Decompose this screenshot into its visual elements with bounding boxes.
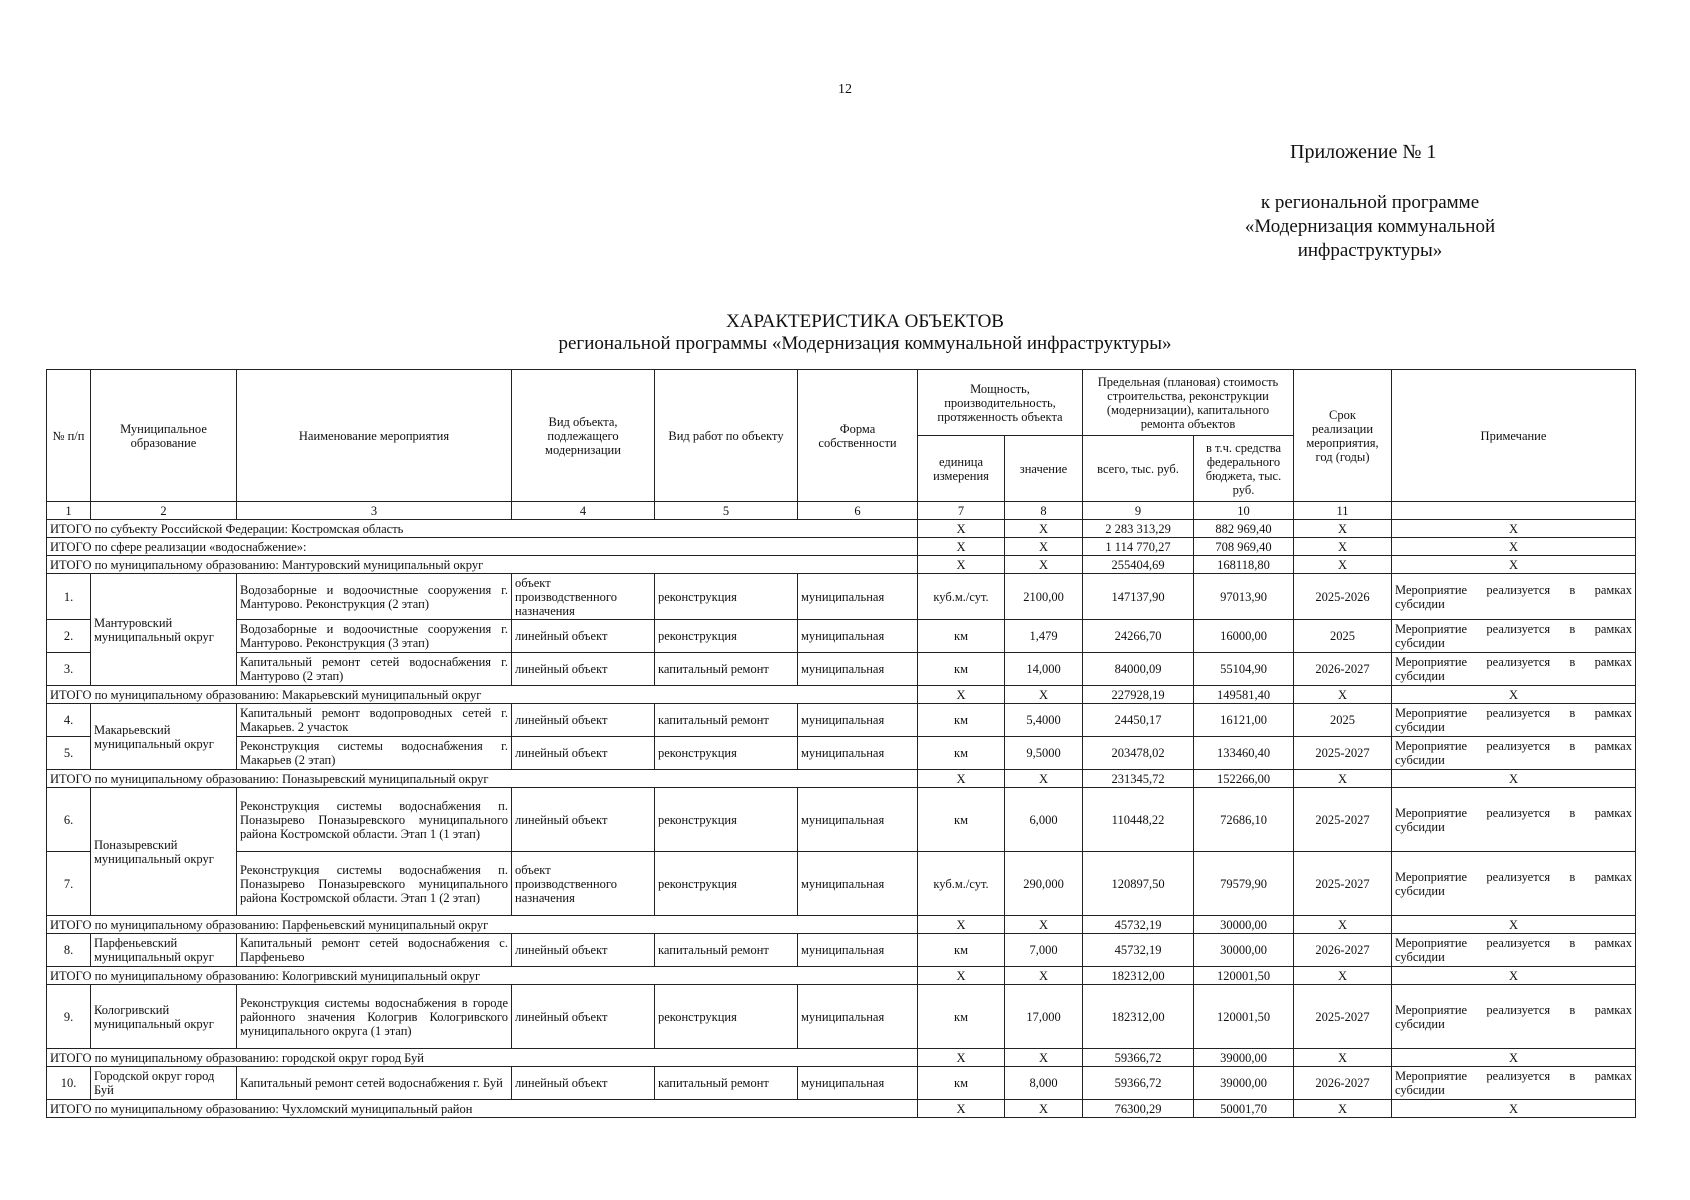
total-cost: 2 283 313,29 — [1083, 520, 1194, 538]
table-row — [47, 574, 1636, 620]
appendix-title: Приложение № 1 — [1290, 141, 1437, 163]
row-num: 1. — [47, 574, 91, 620]
column-number: 2 — [91, 502, 237, 520]
measure-cell: Реконструкция системы водоснабжения г. Макарьев (2 этап) — [237, 737, 512, 770]
total-cost: 231345,72 — [1083, 770, 1194, 788]
document-subtitle: региональной программы «Модернизация коммунальной инфраструктуры» — [558, 333, 1172, 354]
total-value: X — [1005, 520, 1083, 538]
total-unit: X — [918, 686, 1005, 704]
note-cell: Мероприятие реализуется в рамках субсидии — [1392, 985, 1636, 1049]
total-period: X — [1294, 520, 1392, 538]
total-label: ИТОГО по муниципальному образованию: Мантуровский муниципальный округ — [47, 556, 918, 574]
value-cell: 9,5000 — [1005, 737, 1083, 770]
table-row — [47, 788, 1636, 852]
period-cell: 2025-2027 — [1294, 852, 1392, 916]
row-num: 10. — [47, 1067, 91, 1100]
total-label: ИТОГО по муниципальному образованию: Кологривский муниципальный округ — [47, 967, 918, 985]
header-federal: в т.ч. средства федерального бюджета, тыс. руб. — [1194, 436, 1294, 502]
value-cell: 6,000 — [1005, 788, 1083, 852]
municipality-cell: Макарьевский муниципальный округ — [91, 704, 237, 770]
object-type-cell: объект производственного назначения — [512, 852, 655, 916]
total-row-chukhloma — [47, 1100, 1636, 1118]
column-number: 5 — [655, 502, 798, 520]
value-cell: 2100,00 — [1005, 574, 1083, 620]
total-unit: X — [918, 1100, 1005, 1118]
total-label: ИТОГО по муниципальному образованию: Чухломский муниципальный район — [47, 1100, 918, 1118]
total-row-parfenyevo — [47, 916, 1636, 934]
total-label: ИТОГО по муниципальному образованию: Макарьевский муниципальный округ — [47, 686, 918, 704]
period-cell: 2025 — [1294, 620, 1392, 653]
unit-cell: км — [918, 788, 1005, 852]
federal-cell: 120001,50 — [1194, 985, 1294, 1049]
value-cell: 7,000 — [1005, 934, 1083, 967]
header-capacity: Мощность, производительность, протяженность объекта — [918, 370, 1083, 436]
ownership-cell: муниципальная — [798, 985, 918, 1049]
row-num: 5. — [47, 737, 91, 770]
measure-cell: Водозаборные и водоочистные сооружения г. Мантурово. Реконструкция (2 этап) — [237, 574, 512, 620]
measure-cell: Реконструкция системы водоснабжения п. Поназырево Поназыревского муниципального района Костромской области. Этап 1 (1 этап) — [237, 788, 512, 852]
total-cell: 110448,22 — [1083, 788, 1194, 852]
federal-cell: 97013,90 — [1194, 574, 1294, 620]
object-type-cell: линейный объект — [512, 704, 655, 737]
object-type-cell: линейный объект — [512, 1067, 655, 1100]
total-value: X — [1005, 770, 1083, 788]
unit-cell: куб.м./сут. — [918, 852, 1005, 916]
measure-cell: Капитальный ремонт сетей водоснабжения с. Парфеньево — [237, 934, 512, 967]
measure-cell: Капитальный ремонт сетей водоснабжения г. Буй — [237, 1067, 512, 1100]
column-number: 6 — [798, 502, 918, 520]
municipality-cell: Поназыревский муниципальный округ — [91, 788, 237, 916]
note-cell: Мероприятие реализуется в рамках субсидии — [1392, 852, 1636, 916]
column-number: 10 — [1194, 502, 1294, 520]
federal-cell: 39000,00 — [1194, 1067, 1294, 1100]
total-note: X — [1392, 538, 1636, 556]
value-cell: 17,000 — [1005, 985, 1083, 1049]
measure-cell: Реконструкция системы водоснабжения в городе районного значения Кологрив Кологривского муниципального округа (1 этап) — [237, 985, 512, 1049]
unit-cell: км — [918, 1067, 1005, 1100]
total-note: X — [1392, 1100, 1636, 1118]
total-note: X — [1392, 1049, 1636, 1067]
period-cell: 2025-2026 — [1294, 574, 1392, 620]
row-num: 6. — [47, 788, 91, 852]
ownership-cell: муниципальная — [798, 934, 918, 967]
unit-cell: км — [918, 704, 1005, 737]
total-label: ИТОГО по муниципальному образованию: Поназыревский муниципальный округ — [47, 770, 918, 788]
total-value: X — [1005, 686, 1083, 704]
total-unit: X — [918, 520, 1005, 538]
total-period: X — [1294, 538, 1392, 556]
period-cell: 2026-2027 — [1294, 934, 1392, 967]
measure-cell: Капитальный ремонт водопроводных сетей г. Макарьев. 2 участок — [237, 704, 512, 737]
total-cost: 255404,69 — [1083, 556, 1194, 574]
header-total: всего, тыс. руб. — [1083, 436, 1194, 502]
work-type-cell: реконструкция — [655, 852, 798, 916]
unit-cell: км — [918, 653, 1005, 686]
ownership-cell: муниципальная — [798, 737, 918, 770]
value-cell: 14,000 — [1005, 653, 1083, 686]
work-type-cell: капитальный ремонт — [655, 1067, 798, 1100]
total-row-ponazyrevo — [47, 770, 1636, 788]
note-cell: Мероприятие реализуется в рамках субсидии — [1392, 704, 1636, 737]
total-federal: 168118,80 — [1194, 556, 1294, 574]
total-period: X — [1294, 686, 1392, 704]
header-value: значение — [1005, 436, 1083, 502]
total-value: X — [1005, 967, 1083, 985]
total-label: ИТОГО по муниципальному образованию: городской округ город Буй — [47, 1049, 918, 1067]
total-cell: 45732,19 — [1083, 934, 1194, 967]
federal-cell: 30000,00 — [1194, 934, 1294, 967]
total-cell: 24450,17 — [1083, 704, 1194, 737]
total-unit: X — [918, 538, 1005, 556]
note-cell: Мероприятие реализуется в рамках субсидии — [1392, 653, 1636, 686]
total-value: X — [1005, 1100, 1083, 1118]
note-cell: Мероприятие реализуется в рамках субсидии — [1392, 934, 1636, 967]
ownership-cell: муниципальная — [798, 852, 918, 916]
work-type-cell: капитальный ремонт — [655, 934, 798, 967]
federal-cell: 55104,90 — [1194, 653, 1294, 686]
header-measure: Наименование мероприятия — [237, 370, 512, 502]
measure-cell: Капитальный ремонт сетей водоснабжения г. Мантурово (2 этап) — [237, 653, 512, 686]
document-title: ХАРАКТЕРИСТИКА ОБЪЕКТОВ — [726, 311, 1004, 332]
total-cost: 59366,72 — [1083, 1049, 1194, 1067]
work-type-cell: реконструкция — [655, 985, 798, 1049]
total-unit: X — [918, 770, 1005, 788]
ownership-cell: муниципальная — [798, 620, 918, 653]
note-cell: Мероприятие реализуется в рамках субсидии — [1392, 788, 1636, 852]
municipality-cell: Мантуровский муниципальный округ — [91, 574, 237, 686]
period-cell: 2026-2027 — [1294, 1067, 1392, 1100]
unit-cell: куб.м./сут. — [918, 574, 1005, 620]
total-value: X — [1005, 916, 1083, 934]
header-cost: Предельная (плановая) стоимость строительства, реконструкции (модернизации), капитального ремонта объектов — [1083, 370, 1294, 436]
total-cost: 76300,29 — [1083, 1100, 1194, 1118]
total-note: X — [1392, 686, 1636, 704]
total-cell: 84000,09 — [1083, 653, 1194, 686]
total-value: X — [1005, 556, 1083, 574]
period-cell: 2025 — [1294, 704, 1392, 737]
header-unit: единица измерения — [918, 436, 1005, 502]
total-federal: 882 969,40 — [1194, 520, 1294, 538]
total-note: X — [1392, 967, 1636, 985]
federal-cell: 16000,00 — [1194, 620, 1294, 653]
header-note: Примечание — [1392, 370, 1636, 502]
object-type-cell: линейный объект — [512, 934, 655, 967]
ownership-cell: муниципальная — [798, 653, 918, 686]
table-row — [47, 620, 1636, 653]
table-row — [47, 1067, 1636, 1100]
work-type-cell: капитальный ремонт — [655, 704, 798, 737]
period-cell: 2025-2027 — [1294, 985, 1392, 1049]
object-type-cell: линейный объект — [512, 788, 655, 852]
total-value: X — [1005, 538, 1083, 556]
total-note: X — [1392, 770, 1636, 788]
total-row-manturovo — [47, 556, 1636, 574]
column-number: 7 — [918, 502, 1005, 520]
table-row — [47, 985, 1636, 1049]
total-note: X — [1392, 916, 1636, 934]
total-cost: 1 114 770,27 — [1083, 538, 1194, 556]
column-number: 8 — [1005, 502, 1083, 520]
total-cell: 24266,70 — [1083, 620, 1194, 653]
row-num: 4. — [47, 704, 91, 737]
total-label: ИТОГО по субъекту Российской Федерации: Костромская область — [47, 520, 918, 538]
total-unit: X — [918, 916, 1005, 934]
total-cost: 45732,19 — [1083, 916, 1194, 934]
unit-cell: км — [918, 934, 1005, 967]
federal-cell: 133460,40 — [1194, 737, 1294, 770]
measure-cell: Водозаборные и водоочистные сооружения г. Мантурово. Реконструкция (3 этап) — [237, 620, 512, 653]
column-number: 11 — [1294, 502, 1392, 520]
table-row — [47, 653, 1636, 686]
period-cell: 2025-2027 — [1294, 788, 1392, 852]
unit-cell: км — [918, 737, 1005, 770]
row-num: 3. — [47, 653, 91, 686]
page-number: 12 — [838, 82, 852, 97]
ownership-cell: муниципальная — [798, 574, 918, 620]
value-cell: 1,479 — [1005, 620, 1083, 653]
program-reference-line: к региональной программе — [1260, 192, 1480, 213]
header-object-type: Вид объекта, подлежащего модернизации — [512, 370, 655, 502]
row-num: 7. — [47, 852, 91, 916]
table-row — [47, 934, 1636, 967]
total-period: X — [1294, 916, 1392, 934]
municipality-cell: Городской округ город Буй — [91, 1067, 237, 1100]
total-row-subject — [47, 520, 1636, 538]
total-row-buy — [47, 1049, 1636, 1067]
header-municipality: Муниципальное образование — [91, 370, 237, 502]
federal-cell: 16121,00 — [1194, 704, 1294, 737]
value-cell: 5,4000 — [1005, 704, 1083, 737]
measure-cell: Реконструкция системы водоснабжения п. Поназырево Поназыревского муниципального района Костромской области. Этап 1 (2 этап) — [237, 852, 512, 916]
total-federal: 120001,50 — [1194, 967, 1294, 985]
total-cell: 59366,72 — [1083, 1067, 1194, 1100]
total-note: X — [1392, 556, 1636, 574]
total-federal: 149581,40 — [1194, 686, 1294, 704]
ownership-cell: муниципальная — [798, 788, 918, 852]
work-type-cell: капитальный ремонт — [655, 653, 798, 686]
ownership-cell: муниципальная — [798, 1067, 918, 1100]
program-reference — [1220, 191, 1520, 263]
work-type-cell: реконструкция — [655, 620, 798, 653]
total-value: X — [1005, 1049, 1083, 1067]
federal-cell: 72686,10 — [1194, 788, 1294, 852]
work-type-cell: реконструкция — [655, 737, 798, 770]
federal-cell: 79579,90 — [1194, 852, 1294, 916]
total-cell: 147137,90 — [1083, 574, 1194, 620]
total-federal: 708 969,40 — [1194, 538, 1294, 556]
object-type-cell: линейный объект — [512, 653, 655, 686]
total-period: X — [1294, 556, 1392, 574]
row-num: 2. — [47, 620, 91, 653]
total-row-makaryev — [47, 686, 1636, 704]
municipality-cell: Кологривский муниципальный округ — [91, 985, 237, 1049]
column-number — [1392, 502, 1636, 520]
column-number: 4 — [512, 502, 655, 520]
column-number: 1 — [47, 502, 91, 520]
period-cell: 2025-2027 — [1294, 737, 1392, 770]
total-cell: 182312,00 — [1083, 985, 1194, 1049]
total-federal: 50001,70 — [1194, 1100, 1294, 1118]
header-period: Срок реализации мероприятия, год (годы) — [1294, 370, 1392, 502]
header-num: № п/п — [47, 370, 91, 502]
municipality-cell: Парфеньевский муниципальный округ — [91, 934, 237, 967]
total-federal: 152266,00 — [1194, 770, 1294, 788]
table-row — [47, 704, 1636, 737]
ownership-cell: муниципальная — [798, 704, 918, 737]
unit-cell: км — [918, 620, 1005, 653]
row-num: 8. — [47, 934, 91, 967]
program-reference-line: инфраструктуры» — [1297, 240, 1443, 261]
total-cost: 182312,00 — [1083, 967, 1194, 985]
note-cell: Мероприятие реализуется в рамках субсидии — [1392, 737, 1636, 770]
total-cell: 203478,02 — [1083, 737, 1194, 770]
value-cell: 290,000 — [1005, 852, 1083, 916]
total-unit: X — [918, 556, 1005, 574]
object-type-cell: объект производственного назначения — [512, 574, 655, 620]
total-period: X — [1294, 967, 1392, 985]
table-row — [47, 737, 1636, 770]
object-type-cell: линейный объект — [512, 985, 655, 1049]
work-type-cell: реконструкция — [655, 574, 798, 620]
total-cell: 120897,50 — [1083, 852, 1194, 916]
value-cell: 8,000 — [1005, 1067, 1083, 1100]
column-number: 9 — [1083, 502, 1194, 520]
total-unit: X — [918, 967, 1005, 985]
total-label: ИТОГО по муниципальному образованию: Парфеньевский муниципальный округ — [47, 916, 918, 934]
note-cell: Мероприятие реализуется в рамках субсидии — [1392, 574, 1636, 620]
row-num: 9. — [47, 985, 91, 1049]
work-type-cell: реконструкция — [655, 788, 798, 852]
total-note: X — [1392, 520, 1636, 538]
column-number: 3 — [237, 502, 512, 520]
table-row — [47, 852, 1636, 916]
total-row-kologriv — [47, 967, 1636, 985]
total-period: X — [1294, 770, 1392, 788]
total-label: ИТОГО по сфере реализации «водоснабжение»: — [47, 538, 918, 556]
total-federal: 39000,00 — [1194, 1049, 1294, 1067]
header-ownership: Форма собственности — [798, 370, 918, 502]
total-unit: X — [918, 1049, 1005, 1067]
note-cell: Мероприятие реализуется в рамках субсидии — [1392, 620, 1636, 653]
total-row-sphere — [47, 538, 1636, 556]
period-cell: 2026-2027 — [1294, 653, 1392, 686]
object-type-cell: линейный объект — [512, 620, 655, 653]
unit-cell: км — [918, 985, 1005, 1049]
header-work-type: Вид работ по объекту — [655, 370, 798, 502]
objects-table — [46, 369, 1636, 1118]
program-reference-line: «Модернизация коммунальной — [1244, 216, 1496, 237]
column-numbers-row — [47, 502, 1636, 520]
total-cost: 227928,19 — [1083, 686, 1194, 704]
total-period: X — [1294, 1100, 1392, 1118]
object-type-cell: линейный объект — [512, 737, 655, 770]
total-federal: 30000,00 — [1194, 916, 1294, 934]
total-period: X — [1294, 1049, 1392, 1067]
note-cell: Мероприятие реализуется в рамках субсидии — [1392, 1067, 1636, 1100]
